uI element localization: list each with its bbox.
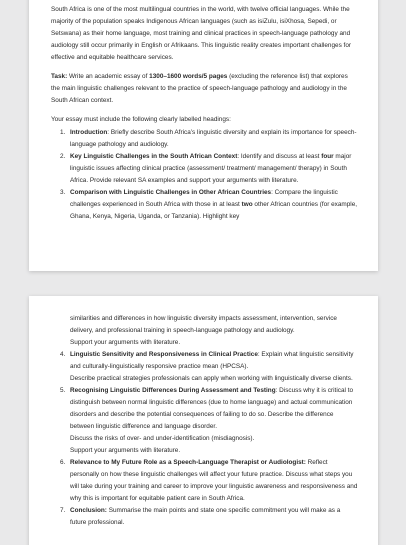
item-title: Linguistic Sensitivity and Responsiveness in Clinical Practice <box>70 351 258 358</box>
item-text: : Explain what linguistic sensitivity and culturally-linguistically responsive practice mean (HPCSA). <box>70 351 354 370</box>
item-3-continuation: similarities and differences in how linguistic diversity impacts assessment, intervention, service delivery, and professional training in speech-language pathology and audiology. <box>70 315 337 334</box>
item-text: Reflect personally on how these linguistic challenges will affect your future practice. Discuss what steps you will take during your training and career to improve your linguistic awareness and responsiveness and why this is important for equitable patient care in South Africa. <box>70 459 358 502</box>
item-title: Recognising Linguistic Differences During Assessment and Testing <box>70 387 276 394</box>
item-number: 4. <box>60 351 66 358</box>
item-title: Conclusion: <box>70 507 107 514</box>
list-item <box>51 187 358 223</box>
item-number: 2. <box>60 153 66 160</box>
item-emphasis: four <box>321 153 334 160</box>
list-item <box>51 349 358 385</box>
item-text: : Discuss why it is critical to distinguish between normal linguistic differences (due to home language) and actual communication disorders and describe the potential consequences of failing to do so. Describe the difference between linguistic difference and language disorder. <box>70 387 354 430</box>
headings-list-page-1 <box>51 127 358 223</box>
headings-intro: Your essay must include the following clearly labelled headings: <box>51 116 231 123</box>
headings-list-page-2 <box>51 349 358 529</box>
item-number: 3. <box>60 189 66 196</box>
item-extra: Support your arguments with literature. <box>70 447 181 454</box>
page-2 <box>29 296 378 545</box>
item-title: Introduction <box>70 129 108 136</box>
item-title: Relevance to My Future Role as a Speech-Language Therapist or Audiologist: <box>70 459 306 466</box>
item-extra: Discuss the risks of over- and under-identification (misdiagnosis). <box>70 435 255 442</box>
item-emphasis: two <box>241 201 253 208</box>
item-title: Comparison with Linguistic Challenges in Other African Countries <box>70 189 272 196</box>
item-text: : Compare the linguistic challenges experienced in South Africa with those in at least <box>70 189 338 208</box>
list-item <box>51 457 358 505</box>
item-text: : Briefly describe South Africa’s linguistic diversity and explain its importance for speech-language pathology and audiology. <box>70 129 357 148</box>
task-text-a: Write an academic essay of <box>67 73 150 80</box>
task-length: 1300–1600 words/5 pages <box>149 73 228 80</box>
task-paragraph <box>51 71 358 107</box>
item-text: : Identify and discuss at least <box>237 153 322 160</box>
item-text: Summarise the main points and state one specific commitment you will make as a future professional. <box>70 507 341 526</box>
task-text-b: (excluding the reference list) that explores the main linguistic challenges relevant to the practice of speech-language pathology and audiology in the South African context. <box>51 73 348 104</box>
item-text: major linguistic issues affecting clinical practice (assessment/ treatment/ management/ therapy) in South Africa. Provide relevant SA examples and support your arguments with literature. <box>70 153 352 184</box>
item-number: 6. <box>60 459 66 466</box>
item-number: 7. <box>60 507 66 514</box>
list-item <box>51 127 358 151</box>
item-title: Key Linguistic Challenges in the South African Context <box>70 153 238 160</box>
item-text: other African countries (for example, Ghana, Kenya, Nigeria, Uganda, or Tanzania). Highlight key <box>70 201 358 220</box>
task-label: Task: <box>51 73 68 80</box>
item-number: 1. <box>60 129 66 136</box>
list-item <box>51 505 358 529</box>
page-1 <box>29 0 378 271</box>
intro-paragraph: South Africa is one of the most multilingual countries in the world, with twelve official languages. While the majority of the population speaks Indigenous African languages (such as isiZulu, isiXhosa, Sepedi, or Setswana) as their home language, most training and clinical practices in speech-language pathology and audiology still occur primarily in English or Afrikaans. This linguistic reality creates important challenges for effective and equitable healthcare services. <box>51 6 352 61</box>
item-3-support: Support your arguments with literature. <box>70 339 181 346</box>
item-extra: Describe practical strategies professionals can apply when working with linguistically diverse clients. <box>70 375 353 382</box>
list-item <box>51 385 358 457</box>
list-item <box>51 151 358 187</box>
item-number: 5. <box>60 387 66 394</box>
